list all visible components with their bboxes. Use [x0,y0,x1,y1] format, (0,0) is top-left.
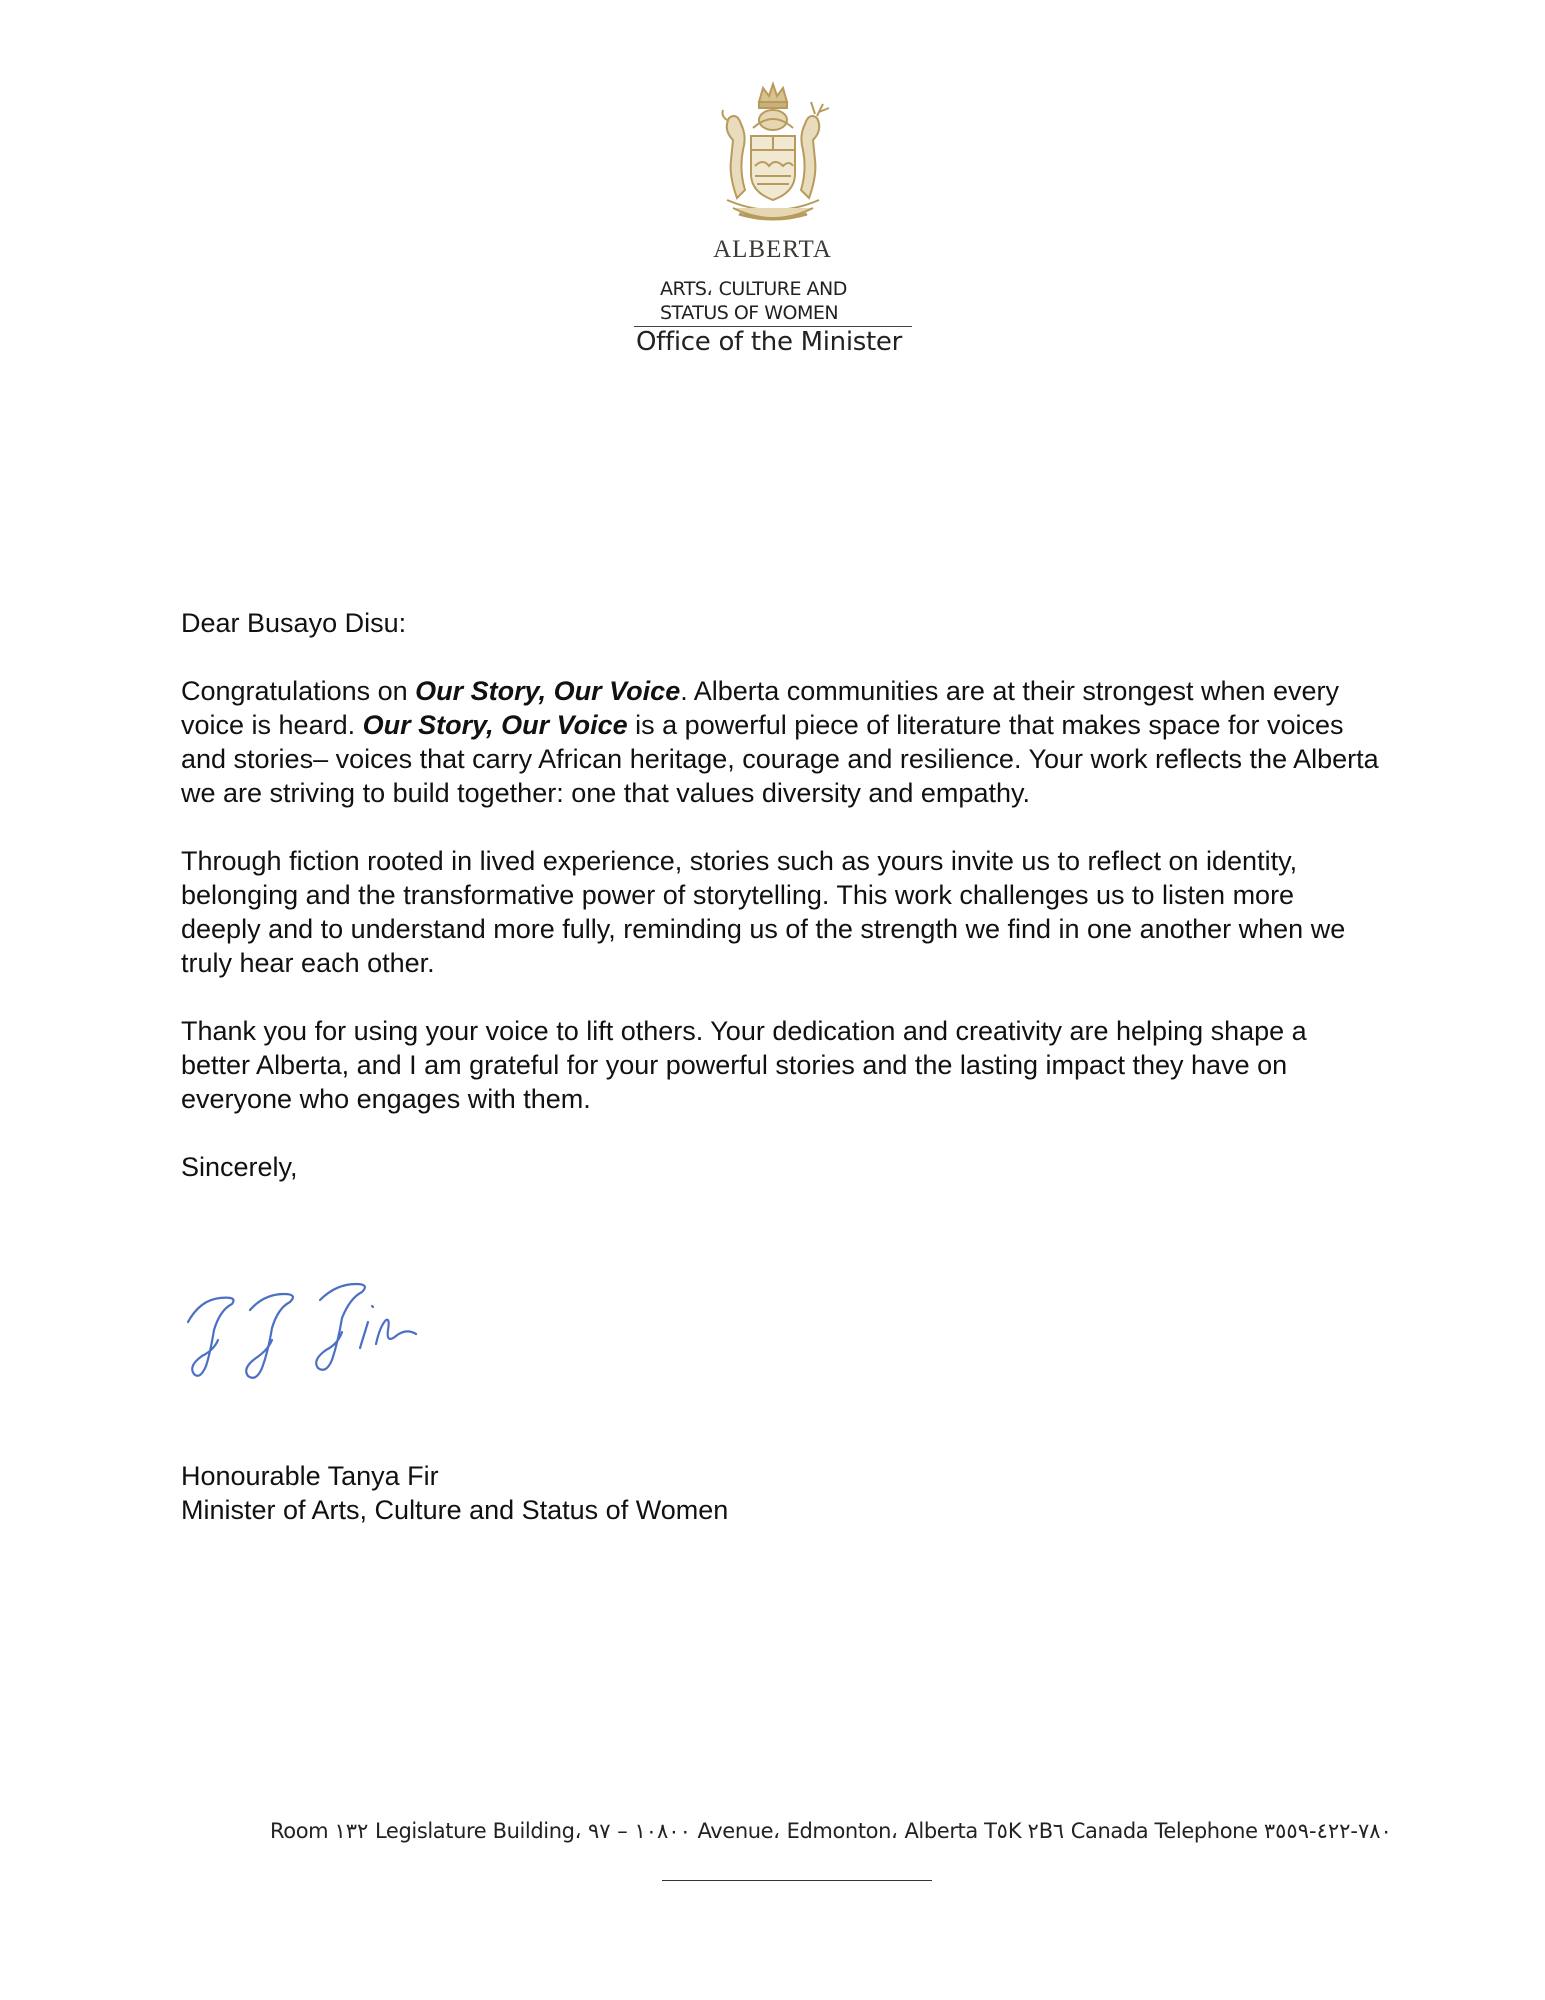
signer-name: Honourable Tanya Fir [181,1461,439,1491]
paragraph-1-part-2: . Alberta communities are at their strongest when every voice is heard. [181,676,1340,740]
signature-block [181,1459,728,1527]
signature-image [180,1270,440,1390]
book-title-1: Our Story, Our Voice [415,676,681,706]
paragraph-3: Thank you for using your voice to lift others. Your dedication and creativity are helping shape a better Alberta, and I am grateful for your powerful stories and the lasting impact they have on everyone who engages with them. [181,1016,1307,1114]
paragraph-1-part-3: is a powerful piece of literature that makes space for voices and stories– voices that carry African heritage, courage and resilience. Your work reflects the Alberta we are striving to build together: one that values diversity and empathy. [181,710,1379,808]
coat-of-arms-icon [703,80,843,230]
closing: Sincerely, [181,1152,298,1182]
footer-address: Room ١٣٢ Legislature Building، ١٠٨٠٠ – ٩٧ Avenue، Edmonton، Alberta T٥K ٢B٦ Canada Telephone ٧٨٠-٤٢٢-٣٥٥٩ [270,1819,1392,1843]
signer-title: Minister of Arts, Culture and Status of Women [181,1495,729,1525]
paragraph-1-part-1: Congratulations on [181,676,416,706]
ministry-line-2: STATUS OF WOMEN [660,302,839,324]
letterhead [0,80,1545,264]
paragraph-1 [181,674,1381,810]
ministry-block [630,277,920,357]
paragraph-2: Through fiction rooted in lived experience, stories such as yours invite us to reflect on identity, belonging and the transformative power of storytelling. This work challenges us to listen more deeply and to understand more fully, reminding us of the strength we find in one another when we truly hear each other. [181,846,1346,978]
office-title: Office of the Minister [636,327,902,357]
letter-body [181,606,1381,1184]
salutation: Dear Busayo Disu: [181,608,407,638]
footer-divider [662,1880,932,1881]
book-title-2: Our Story, Our Voice [362,710,628,740]
province-name: ALBERTA [713,236,832,263]
ministry-line-1: ARTS، CULTURE AND [660,278,847,300]
